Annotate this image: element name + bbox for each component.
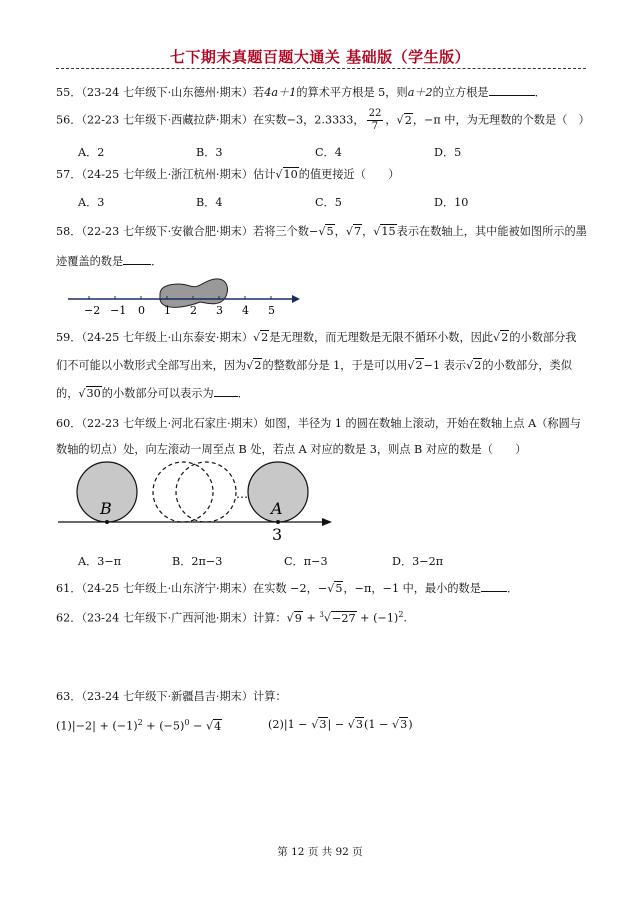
answer-blank[interactable] [481, 580, 507, 592]
answer-blank[interactable] [123, 253, 151, 265]
question-number: 56． [56, 113, 82, 127]
question-55: 55．（23-24 七年级下·山东德州·期末）若4a＋1的算术平方根是 5，则a＋2的立方根是 ． [56, 86, 546, 99]
question-number: 59． [56, 331, 82, 344]
question-number: 55． [56, 86, 82, 99]
question-source: （22-23 七年级下·安徽合肥·期末） [81, 225, 254, 238]
label-a: A [271, 499, 283, 518]
question-source: （24-25 七年级上·山东泰安·期末） [81, 331, 254, 344]
ellipsis: … [236, 487, 248, 501]
question-63-part1: $(1)|-2| + (-1)^2 + (-5)^0 - √4$ [56, 718, 222, 733]
point-b [105, 520, 109, 524]
question-source: （22-23 七年级下·西藏拉萨·期末） [81, 113, 254, 127]
question-63: 63．（23-24 七年级下·新疆昌吉·期末）计算： [56, 690, 287, 703]
tick-label: 4 [242, 304, 249, 317]
point-a [276, 520, 280, 524]
question-number: 61． [56, 582, 82, 595]
question-57: 57．（24-25 七年级上·浙江杭州·期末）估计√10的值更接近（ ） [56, 168, 400, 181]
question-number: 58． [56, 225, 82, 238]
question-62: 62．（23-24 七年级下·广西河池·期末）计算：$√9 + ^3√-27 + (-1)^2$. [56, 610, 407, 625]
question-60-line2: 数轴的切点）处，向左滚动一周至点 B 处，若点 A 对应的数是 3，则点 B 对应的数是（ ） [56, 443, 527, 456]
question-59: 59．（24-25 七年级上·山东泰安·期末）√2是无理数，而无理数是无限不循环小数，因此√2的小数部分我 [56, 331, 577, 344]
tick-label: 3 [216, 304, 223, 317]
question-58: 58．（22-23 七年级下·安徽合肥·期末）若将三个数−√5，√7，√15表示在数轴上，其中能被如图所示的墨 [56, 225, 587, 238]
question-61: 61．（24-25 七年级上·山东济宁·期末）在实数 −2，−√5，−π，−1 中，最小的数是 ． [56, 582, 519, 595]
question-59-line2: 们不可能以小数形式全部写出来，因为√2的整数部分是 1，于是可以用√2−1 表示√2的小数部分，类似 [56, 359, 572, 372]
question-source: （24-25 七年级上·山东济宁·期末） [81, 582, 254, 595]
question-56: 56．（22-23 七年级下·西藏拉萨·期末）在实数−3，2.3333， $\frac{22}{7}$ ，√2，−π 中，为无理数的个数是（ ） [56, 108, 590, 132]
answer-blank[interactable] [214, 385, 238, 397]
option-b[interactable]: B．2π−3 [172, 555, 223, 568]
tick-label: 1 [164, 304, 171, 317]
fraction-22-7: $\frac{22}{7}$ [368, 108, 382, 132]
label-b: B [100, 499, 112, 518]
tick-label: −2 [84, 304, 101, 317]
question-source: （23-24 七年级下·新疆昌吉·期末） [81, 690, 254, 703]
option-c[interactable]: C．5 [315, 196, 342, 209]
option-a[interactable]: A．2 [78, 146, 105, 159]
option-b[interactable]: B．3 [196, 146, 223, 159]
option-b[interactable]: B．4 [196, 196, 223, 209]
option-d[interactable]: D．5 [434, 146, 462, 159]
option-c[interactable]: C．4 [315, 146, 342, 159]
tick-label: −1 [110, 304, 127, 317]
rolling-circle-figure [56, 460, 340, 544]
dashed-circle-right [176, 462, 236, 522]
page-footer: 第 12 页 共 92 页 [277, 846, 363, 858]
tick-label: 2 [190, 304, 197, 317]
label-3: 3 [272, 525, 283, 544]
question-63-part2: (2)|1 − √3| − √3(1 − √3) [268, 718, 413, 731]
question-58-line2: 迹覆盖的数是 ． [56, 255, 163, 268]
dashed-circle-left [153, 462, 213, 522]
question-source: （23-24 七年级下·山东德州·期末） [81, 86, 254, 99]
page-header-title: 七下期末真题百题大通关 基础版（学生版） [169, 48, 471, 66]
option-c[interactable]: C．π−3 [284, 555, 328, 568]
question-number: 63． [56, 690, 82, 703]
option-d[interactable]: D．10 [434, 196, 469, 209]
option-a[interactable]: A．3−π [78, 555, 122, 568]
tick-label: 0 [138, 304, 145, 317]
question-source: （23-24 七年级下·广西河池·期末） [81, 611, 254, 625]
axis-arrow [292, 295, 300, 303]
axis-arrow [322, 518, 332, 526]
option-a[interactable]: A．3 [78, 196, 105, 209]
option-d[interactable]: D．3−2π [392, 555, 444, 568]
question-60: 60．（22-23 七年级上·河北石家庄·期末）如图，半径为 1 的圆在数轴上滚动，开始在数轴上点 A（称圆与 [56, 417, 581, 430]
answer-blank[interactable] [489, 84, 535, 96]
tick-label: 5 [268, 304, 275, 317]
question-source: （24-25 七年级上·浙江杭州·期末） [81, 168, 254, 181]
number-line-figure [60, 272, 310, 320]
header-divider [56, 68, 586, 69]
question-number: 62． [56, 611, 82, 625]
question-source: （22-23 七年级上·河北石家庄·期末） [81, 417, 265, 430]
question-59-line3: 的，√30的小数部分可以表示为 ． [56, 387, 249, 400]
question-number: 57． [56, 168, 82, 181]
question-number: 60． [56, 417, 82, 430]
